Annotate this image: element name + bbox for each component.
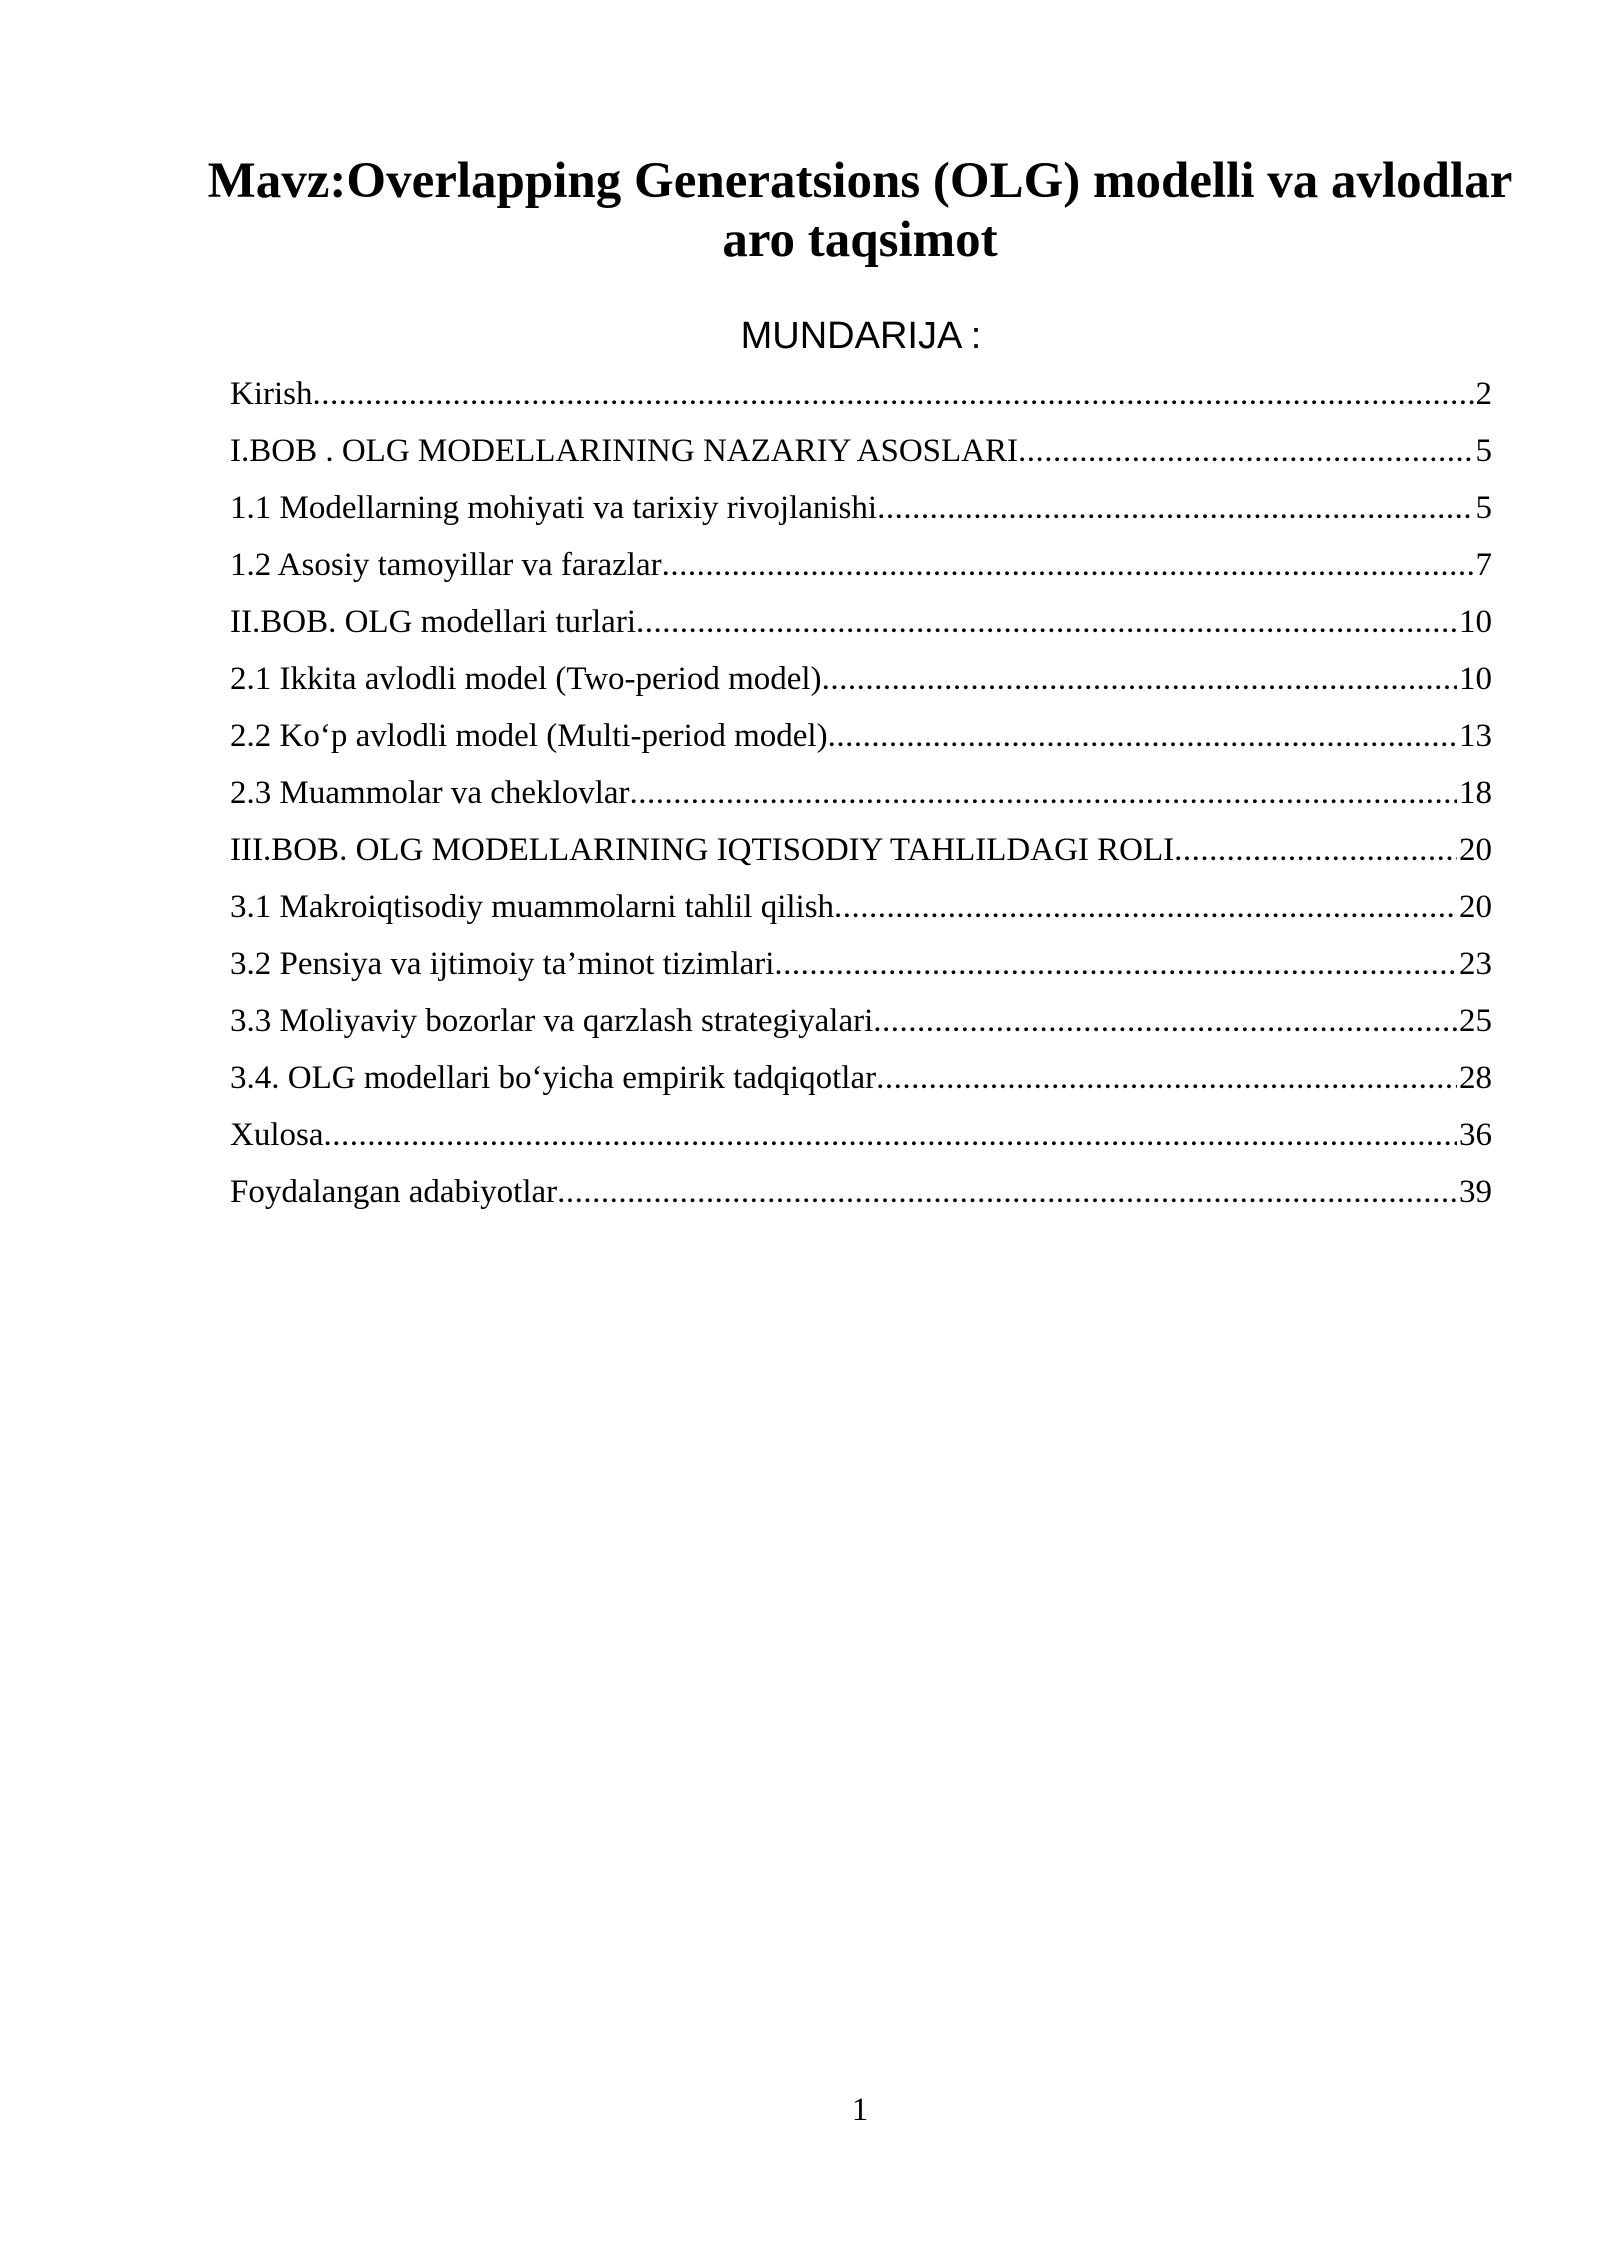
toc-dot-leader — [822, 651, 1457, 708]
toc-entry-text: 1.1 Modellarning mohiyati va tarixiy rivojlanishi — [230, 490, 878, 526]
toc-entry-page: 18 — [1459, 775, 1492, 811]
toc-entry-text: 3.4. OLG modellari bo‘yicha empirik tadqiqotlar — [230, 1060, 877, 1096]
toc-entry-text: Xulosa — [230, 1117, 324, 1153]
toc-entry-text: 1.2 Asosiy tamoyillar va farazlar — [230, 547, 662, 583]
toc-entry-section-3-2[interactable] — [230, 936, 1492, 993]
toc-entry-text: 2.1 Ikkita avlodli model (Two-period model) — [230, 661, 822, 697]
toc-entry-section-1-2[interactable] — [230, 537, 1492, 594]
toc-entry-page: 7 — [1475, 547, 1492, 583]
toc-dot-leader — [1018, 423, 1473, 480]
toc-entry-page: 5 — [1475, 433, 1492, 469]
toc-entry-kirish[interactable] — [230, 366, 1492, 423]
toc-entry-page: 2 — [1475, 376, 1492, 412]
toc-entry-page: 25 — [1459, 1003, 1492, 1039]
toc-entry-text: 2.3 Muammolar va cheklovlar — [230, 775, 630, 811]
toc-entry-chapter-2[interactable] — [230, 594, 1492, 651]
toc-dot-leader — [313, 366, 1474, 423]
toc-dot-leader — [774, 936, 1457, 993]
toc-entry-text: 3.3 Moliyaviy bozorlar va qarzlash strategiyalari — [230, 1003, 874, 1039]
toc-entry-text: 2.2 Ko‘p avlodli model (Multi-period model) — [230, 718, 828, 754]
toc-entry-page: 23 — [1459, 946, 1492, 982]
document-title: Mavz:Overlapping Generatsions (OLG) modelli va avlodlar aro taqsimot — [207, 153, 1513, 268]
toc-entry-section-2-2[interactable] — [230, 708, 1492, 765]
toc-entry-text: 3.2 Pensiya va ijtimoiy ta’minot tizimlari — [230, 946, 775, 982]
toc-entry-page: 5 — [1475, 490, 1492, 526]
toc-entry-text: III.BOB. OLG MODELLARINING IQTISODIY TAHLILDAGI ROLI — [230, 832, 1175, 868]
table-of-contents — [230, 366, 1492, 1221]
toc-entry-page: 36 — [1459, 1117, 1492, 1153]
toc-entry-page: 20 — [1459, 832, 1492, 868]
toc-heading: MUNDARIJA : — [740, 315, 982, 357]
toc-dot-leader — [636, 594, 1457, 651]
toc-dot-leader — [557, 1164, 1457, 1221]
toc-entry-section-3-1[interactable] — [230, 879, 1492, 936]
toc-entry-text: 3.1 Makroiqtisodiy muammolarni tahlil qilish — [230, 889, 835, 925]
toc-entry-page: 13 — [1459, 718, 1492, 754]
toc-dot-leader — [662, 537, 1474, 594]
toc-entry-page: 10 — [1459, 604, 1492, 640]
toc-entry-text: Foydalangan adabiyotlar — [230, 1174, 558, 1210]
toc-dot-leader — [828, 708, 1457, 765]
toc-dot-leader — [834, 879, 1457, 936]
toc-entry-section-2-3[interactable] — [230, 765, 1492, 822]
toc-entry-page: 28 — [1459, 1060, 1492, 1096]
toc-dot-leader — [877, 480, 1473, 537]
toc-entry-page: 39 — [1459, 1174, 1492, 1210]
toc-dot-leader — [876, 1050, 1457, 1107]
toc-entry-section-1-1[interactable] — [230, 480, 1492, 537]
toc-entry-xulosa[interactable] — [230, 1107, 1492, 1164]
toc-entry-chapter-3[interactable] — [230, 822, 1492, 879]
toc-dot-leader — [1174, 822, 1457, 879]
toc-entry-section-3-3[interactable] — [230, 993, 1492, 1050]
toc-entry-text: Kirish — [230, 376, 313, 412]
toc-entry-text: II.BOB. OLG modellari turlari — [230, 604, 636, 640]
toc-entry-chapter-1[interactable] — [230, 423, 1492, 480]
toc-dot-leader — [324, 1107, 1458, 1164]
toc-entry-text: I.BOB . OLG MODELLARINING NAZARIY ASOSLARI — [230, 433, 1019, 469]
page-number: 1 — [851, 2092, 869, 2128]
toc-entry-page: 10 — [1459, 661, 1492, 697]
toc-entry-page: 20 — [1459, 889, 1492, 925]
toc-dot-leader — [873, 993, 1457, 1050]
toc-dot-leader — [630, 765, 1457, 822]
toc-entry-section-3-4[interactable] — [230, 1050, 1492, 1107]
toc-entry-references[interactable] — [230, 1164, 1492, 1221]
toc-entry-section-2-1[interactable] — [230, 651, 1492, 708]
